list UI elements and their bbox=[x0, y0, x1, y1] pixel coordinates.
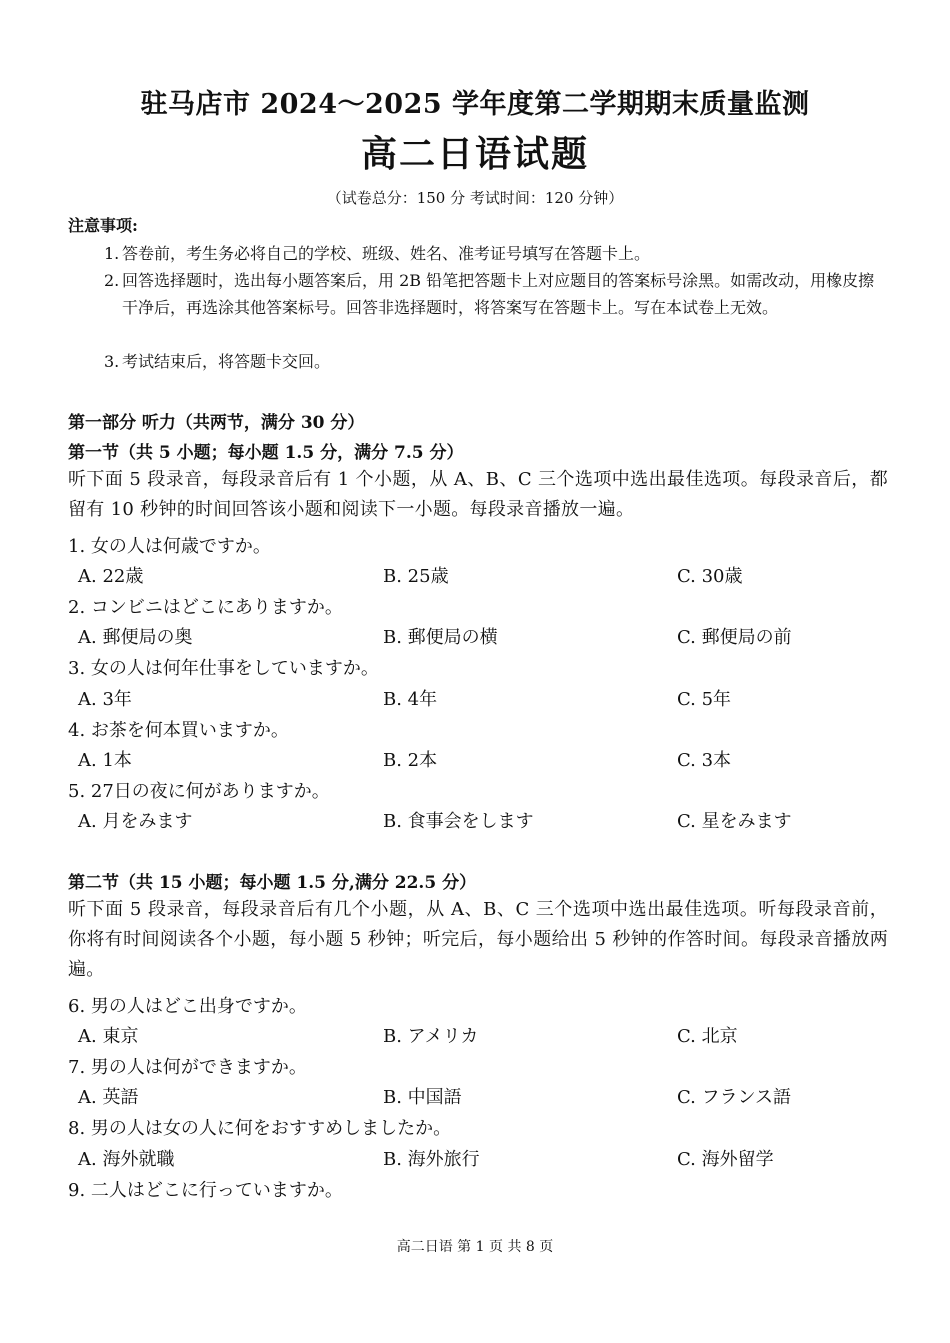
section-heading: 第二节（共 15 小题；每小题 1.5 分,满分 22.5 分） bbox=[68, 873, 477, 893]
notice-item bbox=[104, 240, 888, 267]
question-text: 3. 女の人は何年仕事をしていますか。 bbox=[68, 658, 379, 679]
exam-title: 驻马店市 2024～2025 学年度第二学期期末质量监测 bbox=[140, 89, 810, 120]
notice-item bbox=[104, 267, 888, 321]
part-heading: 第一部分 听力（共两节，满分 30 分） bbox=[68, 413, 365, 433]
option-b: B. アメリカ bbox=[383, 1026, 479, 1047]
option-b: B. 4年 bbox=[383, 689, 438, 710]
question-text: 5. 27日の夜に何がありますか。 bbox=[68, 781, 330, 802]
option-b: B. 2本 bbox=[383, 750, 438, 771]
option-c: C. 郵便局の前 bbox=[677, 627, 792, 648]
notice-item-text: 答卷前，考生务必将自己的学校、班级、姓名、准考证号填写在答题卡上。 bbox=[122, 244, 651, 263]
exam-meta: （试卷总分：150 分 考试时间：120 分钟） bbox=[326, 189, 624, 207]
option-b: B. 郵便局の横 bbox=[383, 627, 498, 648]
question-text: 7. 男の人は何ができますか。 bbox=[68, 1057, 307, 1078]
section-instructions: 听下面 5 段录音，每段录音后有 1 个小题，从 A、B、C 三个选项中选出最佳选项。每段录音后，都留有 10 秒钟的时间回答该小题和阅读下一小题。每段录音播放一遍。 bbox=[68, 469, 888, 520]
notice-item-number: 3. bbox=[104, 352, 120, 371]
exam-subject-title: 高二日语试题 bbox=[360, 133, 589, 175]
option-b: B. 食事会をします bbox=[383, 811, 534, 832]
option-a: A. 東京 bbox=[78, 1026, 139, 1047]
question-text: 9. 二人はどこに行っていますか。 bbox=[68, 1180, 343, 1201]
question-text: 4. お茶を何本買いますか。 bbox=[68, 720, 289, 741]
section-heading: 第一节（共 5 小题；每小题 1.5 分，满分 7.5 分） bbox=[68, 443, 464, 463]
option-c: C. 5年 bbox=[677, 689, 732, 710]
option-c: C. 海外留学 bbox=[677, 1149, 774, 1170]
option-a: A. 海外就職 bbox=[78, 1149, 175, 1170]
option-c: C. フランス語 bbox=[677, 1087, 792, 1108]
option-c: C. 3本 bbox=[677, 750, 732, 771]
option-a: A. 22歳 bbox=[78, 566, 144, 587]
option-a: A. 3年 bbox=[78, 689, 132, 710]
option-c: C. 北京 bbox=[677, 1026, 738, 1047]
notice-item bbox=[104, 348, 888, 375]
question-text: 2. コンビニはどこにありますか。 bbox=[68, 597, 343, 618]
option-b: B. 中国語 bbox=[383, 1087, 462, 1108]
option-a: A. 郵便局の奥 bbox=[78, 627, 193, 648]
option-b: B. 海外旅行 bbox=[383, 1149, 480, 1170]
question-text: 6. 男の人はどこ出身ですか。 bbox=[68, 996, 307, 1017]
option-b: B. 25歳 bbox=[383, 566, 449, 587]
notice-item-number: 1. bbox=[104, 244, 120, 263]
notice-item-text: 回答选择题时，选出每小题答案后，用 2B 铅笔把答题卡上对应题目的答案标号涂黑。如需改动，用橡皮擦干净后，再选涂其他答案标号。回答非选择题时，将答案写在答题卡上。写在本试卷上无效。 bbox=[122, 271, 875, 317]
notice-heading: 注意事项: bbox=[68, 216, 138, 235]
question-text: 8. 男の人は女の人に何をおすすめしましたか。 bbox=[68, 1118, 452, 1139]
page-footer: 高二日语 第 1 页 共 8 页 bbox=[396, 1239, 554, 1255]
option-c: C. 星をみます bbox=[677, 811, 792, 832]
notice-item-text: 考试结束后，将答题卡交回。 bbox=[122, 352, 331, 371]
option-a: A. 英語 bbox=[78, 1087, 139, 1108]
question-text: 1. 女の人は何歳ですか。 bbox=[68, 536, 271, 557]
notice-item-number: 2. bbox=[104, 271, 120, 290]
section-instructions: 听下面 5 段录音，每段录音后有几个小题，从 A、B、C 三个选项中选出最佳选项。听每段录音前，你将有时间阅读各个小题，每小题 5 秒钟；听完后，每小题给出 5 秒钟的作答时间。每段录音播放两遍。 bbox=[68, 899, 888, 980]
option-a: A. 月をみます bbox=[78, 811, 193, 832]
option-c: C. 30歳 bbox=[677, 566, 743, 587]
option-a: A. 1本 bbox=[78, 750, 132, 771]
